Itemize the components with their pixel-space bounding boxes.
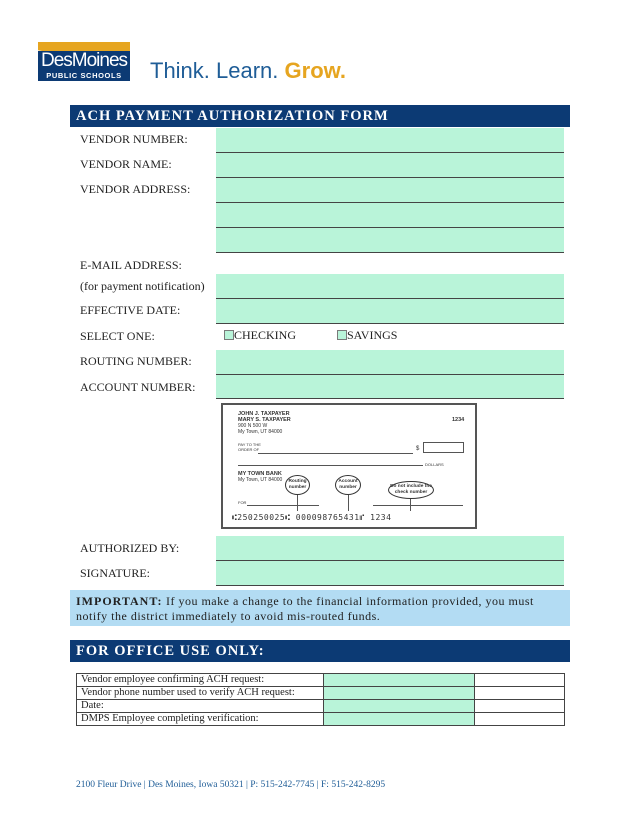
check-payer-2: MARY S. TAXPAYER	[238, 417, 291, 423]
signature-field[interactable]	[216, 561, 564, 586]
vendor-address-field-1[interactable]	[216, 178, 564, 203]
table-row	[77, 700, 565, 713]
check-micr-line: ⑆250250025⑆ 000098765431⑈ 1234	[232, 513, 392, 522]
office-row-field[interactable]	[324, 713, 475, 726]
important-notice	[70, 590, 570, 626]
office-use-table	[76, 673, 565, 726]
effective-date-label: EFFECTIVE DATE:	[80, 303, 181, 317]
savings-checkbox[interactable]	[337, 330, 347, 340]
email-note-label: (for payment notification)	[80, 279, 205, 293]
tagline-text: Think. Learn.	[150, 58, 285, 83]
check-payer-1: JOHN J. TAXPAYER	[238, 411, 290, 417]
tagline	[150, 58, 346, 84]
office-row-field[interactable]	[324, 687, 475, 700]
authorized-by-label: AUTHORIZED BY:	[80, 541, 180, 555]
important-heading: IMPORTANT:	[76, 594, 163, 608]
check-address-2: My Town, UT 84000	[238, 429, 283, 435]
vendor-address-field-2[interactable]	[216, 203, 564, 228]
routing-number-label: ROUTING NUMBER:	[80, 354, 192, 368]
office-row-label: Vendor employee confirming ACH request:	[77, 674, 324, 687]
vendor-name-label: VENDOR NAME:	[80, 157, 172, 171]
vendor-address-label: VENDOR ADDRESS:	[80, 182, 191, 196]
office-row-label: Date:	[77, 700, 324, 713]
footer-address: 2100 Fleur Drive | Des Moines, Iowa 50321 | P: 515-242-7745 | F: 515-242-8295	[76, 780, 386, 790]
vendor-name-field[interactable]	[216, 153, 564, 178]
check-bank-city: My Town, UT 84000	[238, 477, 283, 483]
important-text: If you make a change to the financial information provided, you must notify the district immediately to avoid mis-routed funds.	[76, 594, 534, 623]
tagline-grow: Grow.	[284, 58, 347, 83]
check-for: FOR	[238, 500, 247, 505]
table-row	[77, 674, 565, 687]
logo: DesMoines	[38, 51, 130, 71]
email-address-label: E-MAIL ADDRESS:	[80, 258, 182, 272]
vendor-number-field[interactable]	[216, 128, 564, 153]
form-title: ACH PAYMENT AUTHORIZATION FORM	[70, 105, 570, 127]
office-row-extra[interactable]	[475, 687, 565, 700]
logo-subtitle: PUBLIC SCHOOLS	[38, 71, 130, 81]
table-row	[77, 687, 565, 700]
checking-checkbox[interactable]	[224, 330, 234, 340]
sample-check-image	[221, 403, 477, 529]
office-row-extra[interactable]	[475, 713, 565, 726]
check-number-callout: Do not include the check number	[388, 481, 434, 499]
office-row-label: DMPS Employee completing verification:	[77, 713, 324, 726]
authorized-by-field[interactable]	[216, 536, 564, 561]
email-address-field[interactable]	[216, 274, 564, 299]
office-row-field[interactable]	[324, 700, 475, 713]
vendor-number-label: VENDOR NUMBER:	[80, 132, 188, 146]
check-bank-name: MY TOWN BANK	[238, 471, 282, 477]
routing-number-field[interactable]	[216, 350, 564, 375]
account-number-label: ACCOUNT NUMBER:	[80, 380, 196, 394]
vendor-address-field-3[interactable]	[216, 228, 564, 253]
signature-label: SIGNATURE:	[80, 566, 151, 580]
check-number: 1234	[452, 417, 465, 423]
savings-label: SAVINGS	[347, 328, 398, 342]
check-dollar-sign: $	[416, 446, 420, 452]
office-row-label: Vendor phone number used to verify ACH request:	[77, 687, 324, 700]
routing-callout: Routing number	[285, 475, 310, 495]
check-pay-to: PAY TO THE	[238, 442, 261, 447]
select-one-label: SELECT ONE:	[80, 329, 155, 343]
office-row-extra[interactable]	[475, 700, 565, 713]
office-row-field[interactable]	[324, 674, 475, 687]
office-row-extra[interactable]	[475, 674, 565, 687]
account-callout: Account number	[335, 475, 361, 495]
check-order-of: ORDER OF	[238, 447, 260, 452]
checking-label: CHECKING	[234, 328, 296, 342]
account-number-field[interactable]	[216, 375, 564, 399]
table-row	[77, 713, 565, 726]
check-dollars: DOLLARS	[425, 462, 444, 467]
check-address-1: 900 N 500 W	[238, 423, 268, 429]
check-amount-box	[423, 442, 464, 453]
effective-date-field[interactable]	[216, 299, 564, 324]
office-use-title: FOR OFFICE USE ONLY:	[70, 640, 570, 662]
